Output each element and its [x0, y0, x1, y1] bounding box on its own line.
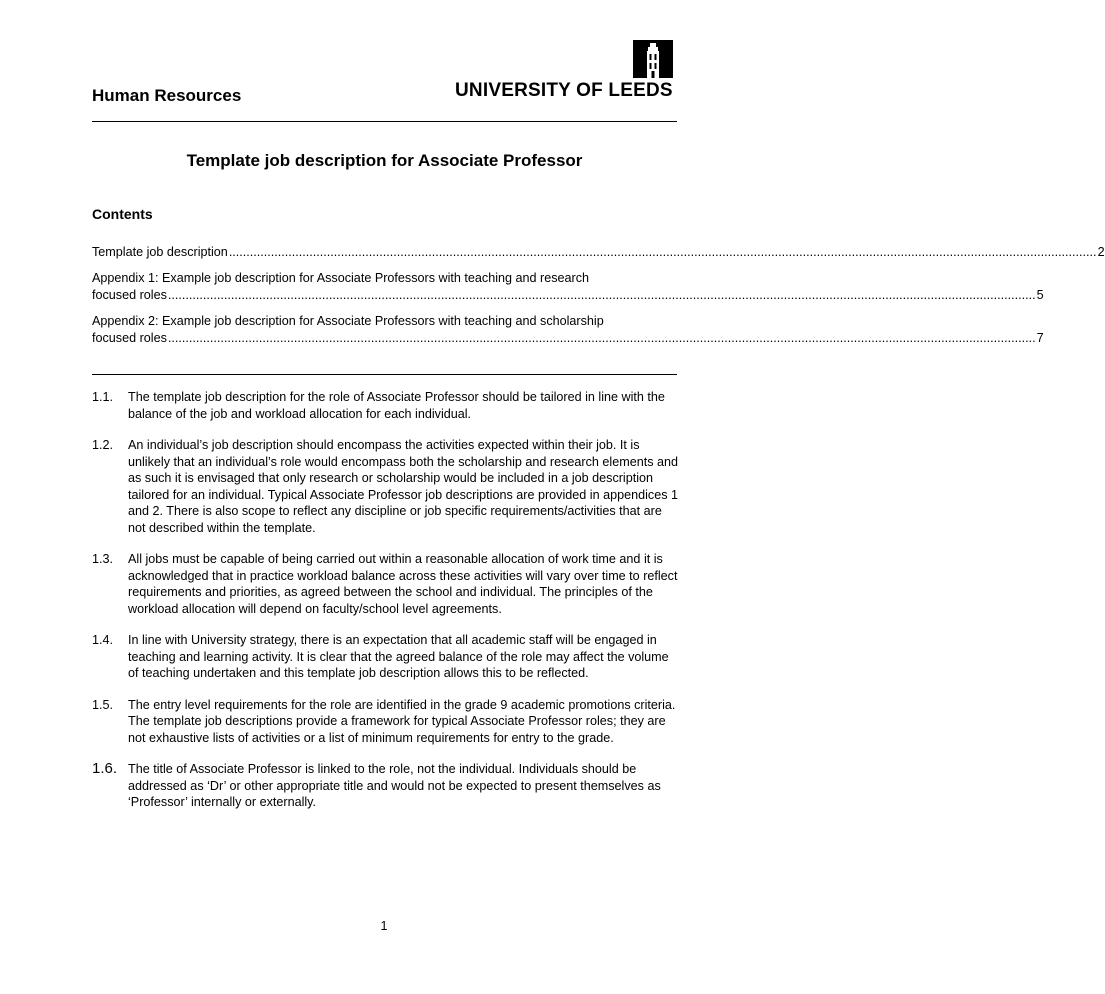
- paragraph-text: In line with University strategy, there is an expectation that all academic staff will be engaged in teaching and learning activity. It is clear that the agreed balance of the role may affect the volume of teaching undertaken and this template job description allows this to be reflected.: [128, 633, 669, 680]
- numbered-paragraph: [92, 761, 682, 811]
- numbered-paragraph: [92, 437, 682, 536]
- paragraph-text: The entry level requirements for the role are identified in the grade 9 academic promotions criteria. The template job descriptions provide a framework for typical Associate Professor roles; they are not exhaustive lists of activities or a list of minimum requirements for entry to the grade.: [128, 697, 676, 745]
- paragraph-text: An individual’s job description should encompass the activities expected within their job. It is unlikely that an individual’s role would encompass both the scholarship and research elements and as such it is envisaged that only research or scholarship would be included in a job description tailored for an individual. Typical Associate Professor job descriptions are provided in appendices 1 and 2. There is also scope to reflect any discipline or job specific requirements/activities that are not described within the template.: [128, 438, 679, 535]
- paragraph-number: 1.5.: [92, 697, 114, 712]
- table-of-contents: [92, 244, 1105, 356]
- toc-entry[interactable]: [92, 270, 1044, 304]
- paragraph-text: The title of Associate Professor is linked to the role, not the individual. Individuals should be addressed as ‘Dr’ or other appropriate title and would not be expected to present themselves as ‘Professor’ internally or externally.: [128, 762, 661, 809]
- toc-leader-dots: [168, 287, 1036, 304]
- logo-wordmark: UNIVERSITY OF LEEDS: [455, 80, 673, 101]
- department-name: Human Resources: [92, 86, 242, 105]
- numbered-paragraph: [92, 389, 682, 422]
- document-title: Template job description for Associate Professor: [186, 151, 583, 170]
- contents-heading: Contents: [92, 206, 153, 222]
- toc-entry-title-continued: focused roles: [92, 331, 167, 345]
- page-number: 1: [380, 919, 388, 933]
- toc-entry-title: Appendix 1: Example job description for Associate Professors with teaching and research: [92, 271, 590, 285]
- header-divider: [92, 121, 677, 122]
- toc-entry-title: Appendix 2: Example job description for Associate Professors with teaching and scholarship: [92, 314, 604, 328]
- paragraph-number: 1.3.: [92, 552, 114, 566]
- numbered-paragraphs: [92, 389, 682, 826]
- university-logo: [455, 40, 677, 102]
- paragraph-text: All jobs must be capable of being carried out within a reasonable allocation of work time and it is acknowledged that in practice workload balance across these activities will vary over time to reflect requirements and priorities, as agreed between the school and individual. The principles of the workload allocation will depend on faculty/school level agreements.: [128, 552, 678, 616]
- parkinson-tower-icon: [633, 40, 673, 78]
- toc-entry-title: Template job description: [92, 245, 228, 259]
- paragraph-number: 1.6.: [92, 760, 118, 777]
- toc-leader-dots: [229, 244, 1097, 261]
- paragraph-number: 1.1.: [92, 390, 114, 404]
- paragraph-text: The template job description for the role of Associate Professor should be tailored in line with the balance of the job and workload allocation for each individual.: [128, 390, 665, 421]
- toc-leader-dots: [168, 330, 1036, 347]
- toc-entry[interactable]: [92, 244, 1105, 261]
- paragraph-number: 1.4.: [92, 633, 114, 647]
- toc-entry-title-continued: focused roles: [92, 288, 167, 302]
- toc-page-number: 7: [1036, 331, 1044, 345]
- paragraph-number: 1.2.: [92, 438, 114, 452]
- numbered-paragraph: [92, 551, 682, 617]
- numbered-paragraph: [92, 632, 682, 682]
- contents-divider: [92, 374, 677, 375]
- numbered-paragraph: [92, 697, 682, 747]
- toc-page-number: 2: [1097, 245, 1105, 259]
- toc-page-number: 5: [1036, 288, 1044, 302]
- toc-entry[interactable]: [92, 313, 1044, 347]
